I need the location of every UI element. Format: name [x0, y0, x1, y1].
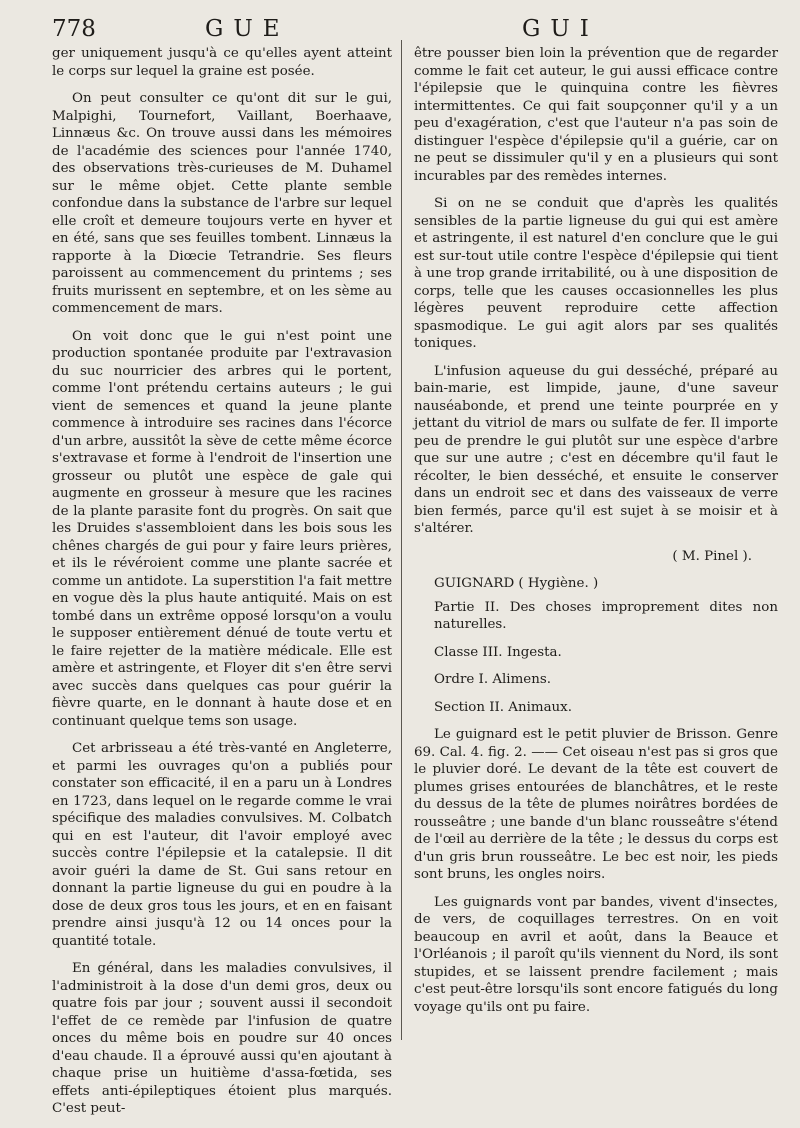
paragraph: Les guignards vont par bandes, vivent d'insectes, de vers, de coquillages terrestres. On en voit beaucoup en avril et août, dans la Beauce et l'Orléanois ; il paroît qu'ils viennent du Nord, ils sont stupides, et se laissent prendre facilement ; mais c'est peut-être lorsqu'ils sont encore fatigués du long voyage qu'ils ont pu faire. [414, 894, 778, 1015]
classification-line: Section II. Animaux. [434, 699, 572, 715]
entry-heading: GUIGNARD ( Hygiène. ) [434, 576, 599, 591]
classification-line: Partie II. Des choses improprement dites non naturelles. [434, 599, 778, 632]
column-divider [401, 40, 402, 1040]
classification-line: Ordre I. Alimens. [434, 672, 551, 687]
left-column [52, 45, 392, 1128]
right-column [414, 45, 778, 1026]
author-signature: ( M. Pinel ). [672, 548, 752, 564]
classification-line: Classe III. Ingesta. [434, 644, 562, 660]
running-head-right: GUI [522, 16, 599, 42]
paragraph: Le guignard est le petit pluvier de Brisson. Genre 69. Cal. 4. fig. 2. —— Cet oiseau n'est pas si gros que le pluvier doré. Le devant de la tête est couvert de plumes grises entourées de blanchâtres, et le reste du dessus de la tête de plumes noirâtres bordées de rousseâtre ; une bande d'un blanc rousseâtre s'étend de l'œil au derrière de la tête ; le dessus du corps est d'un gris brun rousseâtre. Le bec est noir, les pieds sont bruns, les ongles noirs. [414, 727, 778, 882]
paragraph: En général, dans les maladies convulsives, il l'administroit à la dose d'un demi gros, deux ou quatre fois par jour ; souvent aussi il secondoit l'effet de ce remède par l'infusion de quatre onces du même bois en poudre sur 40 onces d'eau chaude. Il a éprouvé aussi qu'en ajoutant à chaque prise un huitième d'assa-fœtida, ses effets anti-épileptiques étoient plus marqués. C'est peut- [52, 961, 392, 1116]
paragraph: Cet arbrisseau a été très-vanté en Angleterre, et parmi les ouvrages qu'on a publiés pour constater son efficacité, il en a paru un à Londres en 1723, dans lequel on le regarde comme le vrai spécifique des maladies convulsives. M. Colbatch qui en est l'auteur, dit l'avoir employé avec succès contre l'épilepsie et la catalepsie. Il dit avoir guéri la dame de St. Gui sans retour en donnant la partie ligneuse du gui en poudre à la dose de deux gros tous les jours, et en en faisant prendre ainsi jusqu'à 12 ou 14 onces pour la quantité totale. [52, 741, 392, 949]
paragraph: L'infusion aqueuse du gui desséché, préparé au bain-marie, est limpide, jaune, d'une saveur nauséabonde, et prend une teinte pourprée en y jettant du vitriol de mars ou sulfate de fer. Il importe peu de prendre le gui plutôt sur une espèce d'arbre que sur une autre ; c'est en décembre qu'il faut le récolter, le bien desséché, et ensuite le conserver dans un endroit sec et dans des vaisseaux de verre bien fermés, parce qu'il est sujet à se moisir et à s'altérer. [414, 363, 778, 536]
paragraph: ger uniquement jusqu'à ce qu'elles ayent atteint le corps sur lequel la graine est posée. [52, 46, 392, 79]
page-number: 778 [52, 16, 96, 42]
paragraph: On voit donc que le gui n'est point une production spontanée produite par l'extravasion du suc nourricier des arbres qui le portent, comme l'ont prétendu certains auteurs ; le gui vient de semences et quand la jeune plante commence à introduire ses racines dans l'écorce d'un arbre, aussitôt la sève de cette même écorce s'extravase et forme à l'endroit de l'insertion une grosseur ou plutôt une espèce de gale qui augmente en grosseur à mesure que les racines de la plante parasite font du progrès. On sait que les Druides s'assembloient dans les bois sous les chênes chargés de gui pour y faire leurs prières, et ils le révéroient comme une plante sacrée et comme un antidote. La superstition l'a fait mettre en vogue dès la plus haute antiquité. Mais on est tombé dans un extrême opposé lorsqu'on a voulu le supposer entièrement dénué de toute vertu et le faire rejetter de la matière médicale. Elle est amère et astringente, et Floyer dit s'en être servi avec succès dans quelques cas pour guérir la fièvre quarte, en le donnant à haute dose et en continuant quelque tems son usage. [52, 328, 392, 729]
paragraph: Si on ne se conduit que d'après les qualités sensibles de la partie ligneuse du gui qui est amère et astringente, il est naturel d'en conclure que le gui est sur-tout utile contre l'espèce d'épilepsie qui tient à une trop grande irritabilité, ou à une disposition de corps, telle que les causes occasionnelles les plus légères peuvent reproduire cette affection spasmodique. Le gui agit alors par ses qualités toniques. [414, 196, 778, 351]
running-head-left: GUE [205, 16, 290, 42]
paragraph: On peut consulter ce qu'ont dit sur le gui, Malpighi, Tournefort, Vaillant, Boerhaave, Linnæus &c. On trouve aussi dans les mémoires de l'académie des sciences pour l'année 1740, des observations très-curieuses de M. Duhamel sur le même objet. Cette plante semble confondue dans la substance de l'arbre sur lequel elle croît et demeure toujours verte en hyver et en été, sans que ses feuilles tombent. Linnæus la rapporte à la Diœcie Tetrandrie. Ses fleurs paroissent au commencement du printems ; ses fruits murissent en septembre, et on les sème au commencement de mars. [52, 91, 392, 316]
paragraph: être pousser bien loin la prévention que de regarder comme le fait cet auteur, le gui aussi efficace contre l'épilepsie que le quinquina contre les fièvres intermittentes. Ce qui fait soupçonner qu'il y a un peu d'exagération, c'est que l'auteur n'a pas soin de distinguer l'espèce d'épilepsie qu'il a guérie, car on ne peut se dissimuler qu'il y en a plusieurs qui sont incurables par des remèdes internes. [414, 46, 778, 184]
